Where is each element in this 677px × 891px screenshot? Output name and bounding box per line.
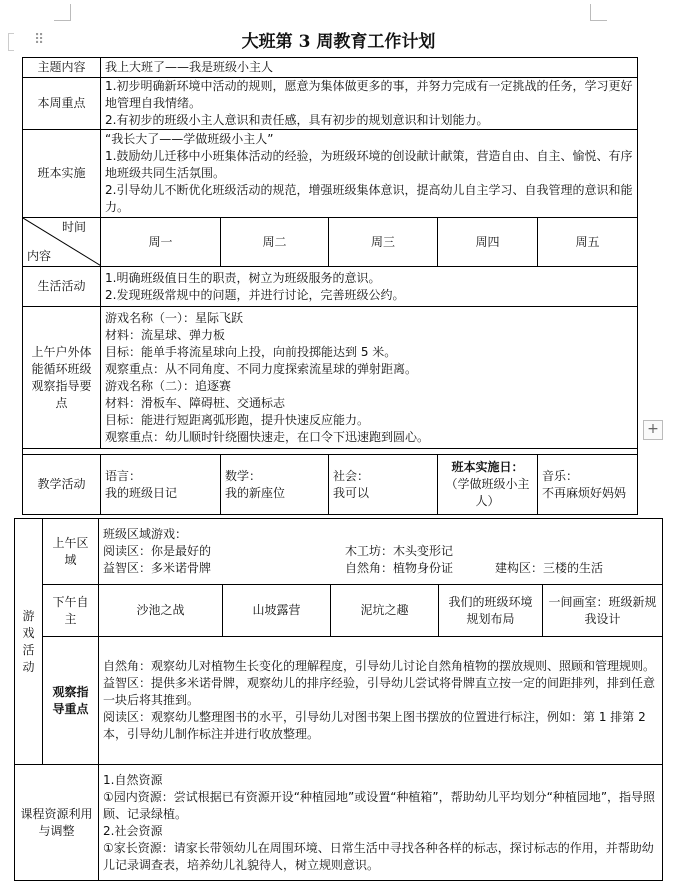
area-puzzle: 益智区：多米诺骨牌 (103, 561, 212, 575)
area-reading: 阅读区：你是最好的 (103, 544, 212, 558)
life-label: 生活活动 (23, 267, 101, 307)
page-corner-mark-right (590, 4, 607, 21)
focus-line: 2.有初步的班级小主人意识和责任感，具有初步的规划意识和计划能力。 (105, 113, 489, 127)
teaching-subject: 数学： (225, 468, 262, 483)
teaching-subject: 班本实施日： (451, 460, 524, 474)
teaching-topic: 我可以 (333, 485, 370, 500)
implementation-line: 1.鼓励幼儿迁移中小班集体活动的经验，为班级环境的创设献计献策，营造自由、自主、愉悦、有序地班级共同生活氛围。 (105, 149, 633, 180)
day-header-tue: 周二 (221, 218, 329, 267)
observe-line: 自然角：观察幼儿对植物生长变化的理解程度，引导幼儿讨论自然角植物的摆放规则、照顾和管理规则。 (103, 659, 656, 673)
add-row-plus-icon[interactable]: + (643, 420, 663, 440)
outdoor-line: 目标：能进行短距离弧形跑，提升快速反应能力。 (105, 412, 370, 427)
day-header-thu: 周四 (438, 218, 538, 267)
teaching-subject: 社会： (333, 468, 370, 483)
corner-label-time: 时间 (61, 220, 86, 234)
afternoon-item: 一间画室：班级新规我设计 (543, 585, 663, 637)
morning-area-heading: 班级区域游戏： (103, 527, 188, 541)
morning-area-label: 上午区域 (43, 519, 99, 585)
outdoor-content (101, 307, 638, 449)
life-content (101, 267, 638, 307)
outdoor-line: 游戏名称（二）：追逐赛 (105, 378, 232, 393)
focus-line: 1.初步明确新环境中活动的规则，愿意为集体做更多的事，并努力完成有一定挑战的任务，学习更好地管理自我情绪。 (105, 79, 633, 110)
teaching-subject: 音乐： (542, 468, 579, 483)
outdoor-line: 观察重点：幼儿顺时针绕圈快速走，在口令下迅速跑到圆心。 (105, 429, 430, 444)
morning-area-content (99, 519, 663, 585)
resources-line: ①家长资源：请家长带领幼儿在周围环境、日常生活中寻找各种各样的标志，探讨标志的作用，并帮助幼儿记录调查表，培养幼儿礼貌待人，树立规则意识。 (103, 840, 654, 872)
implementation-line: “我长大了——学做班级小主人” (105, 132, 274, 146)
implementation-line: 2.引导幼儿不断优化班级活动的规范，增强班级集体意识，提高幼儿自主学习、自我管理的意识和能力。 (105, 183, 633, 214)
teaching-topic: 不再麻烦好妈妈 (542, 485, 627, 500)
resources-content (99, 765, 663, 881)
outdoor-line: 观察重点：从不同角度、不同力度探索流星球的弹射距离。 (105, 361, 418, 376)
outdoor-line: 游戏名称（一）：星际飞跃 (105, 310, 244, 325)
teaching-thu (438, 455, 538, 515)
morning-area-line (103, 560, 658, 577)
focus-row (23, 78, 638, 130)
document-title: 大班第 3 周教育工作计划 (241, 32, 436, 52)
games-label-cell (15, 519, 43, 765)
outdoor-line: 材料：流星球、弹力板 (105, 327, 226, 342)
games-label: 游戏活动 (22, 608, 35, 674)
teaching-topic: 我的新座位 (225, 485, 286, 500)
theme-value: 我上大班了——我是班级小主人 (101, 58, 638, 78)
area-woodwork: 木工坊：木头变形记 (345, 544, 454, 558)
focus-label: 本周重点 (23, 78, 101, 130)
teaching-tue (221, 455, 329, 515)
observe-row (15, 637, 663, 765)
teaching-topic: 我的班级日记 (105, 485, 178, 500)
observe-label: 观察指导重点 (43, 637, 99, 765)
corner-label-content: 内容 (27, 249, 52, 263)
afternoon-item: 泥坑之趣 (331, 585, 439, 637)
resources-row (15, 765, 663, 881)
teaching-row (23, 455, 638, 515)
outdoor-line: 目标：能单手将流星球向上投，向前投掷能达到 5 米。 (105, 344, 397, 359)
implementation-label: 班本实施 (23, 130, 101, 218)
games-resources-table (14, 518, 663, 881)
outdoor-row (23, 307, 638, 449)
resources-line: ①园内资源：尝试根据已有资源开设“种植园地”或设置“种植箱”，帮助幼儿平均划分“种植园地”，指导照顾、记录绿植。 (103, 789, 656, 821)
outdoor-line: 材料：滑板车、障碍桩、交通标志 (105, 395, 286, 410)
teaching-topic: （学做班级小主人） (445, 477, 530, 508)
theme-row (23, 58, 638, 78)
observe-content (99, 637, 663, 765)
observe-line: 益智区：提供多米诺骨牌，观察幼儿的排序经验，引导幼儿尝试将骨牌直立按一定的间距排列，排到任意一块后将其推到。 (103, 676, 656, 707)
table-move-handle-icon[interactable]: ⠿ (34, 32, 43, 48)
afternoon-label: 下午自主 (43, 585, 99, 637)
time-content-corner-cell (23, 218, 101, 267)
morning-area-row (15, 519, 663, 585)
life-row (23, 267, 638, 307)
morning-area-line (103, 543, 658, 560)
afternoon-item: 沙池之战 (99, 585, 223, 637)
day-header-fri: 周五 (538, 218, 638, 267)
weekly-plan-table (22, 57, 638, 515)
implementation-content (101, 130, 638, 218)
area-nature: 自然角：植物身份证 (345, 561, 454, 575)
teaching-label: 教学活动 (23, 455, 101, 515)
teaching-wed (329, 455, 438, 515)
afternoon-item: 我们的班级环境规划布局 (439, 585, 543, 637)
resources-line: 1.自然资源 (103, 772, 163, 787)
life-line: 2.发现班级常规中的问题，并进行讨论，完善班级公约。 (105, 287, 405, 302)
resources-line: 2.社会资源 (103, 823, 163, 838)
day-header-mon: 周一 (101, 218, 221, 267)
header-row (23, 218, 638, 267)
afternoon-item: 山坡露营 (223, 585, 331, 637)
implementation-row (23, 130, 638, 218)
focus-content (101, 78, 638, 130)
observe-line: 阅读区：观察幼儿整理图书的水平，引导幼儿对图书架上图书摆放的位置进行标注，例如：第 1 排第 2 本，引导幼儿制作标注并进行收放整理。 (103, 710, 646, 741)
outdoor-label: 上午户外体能循环班级观察指导要点 (23, 307, 101, 449)
teaching-mon (101, 455, 221, 515)
teaching-fri (538, 455, 638, 515)
life-line: 1.明确班级值日生的职责，树立为班级服务的意识。 (105, 270, 381, 285)
teaching-subject: 语言： (105, 468, 142, 483)
resources-label: 课程资源利用与调整 (15, 765, 99, 881)
theme-label: 主题内容 (23, 58, 101, 78)
page-corner-mark-left (54, 4, 71, 21)
area-construction: 建构区：三楼的生活 (495, 561, 604, 575)
day-header-wed: 周三 (329, 218, 438, 267)
afternoon-row (15, 585, 663, 637)
